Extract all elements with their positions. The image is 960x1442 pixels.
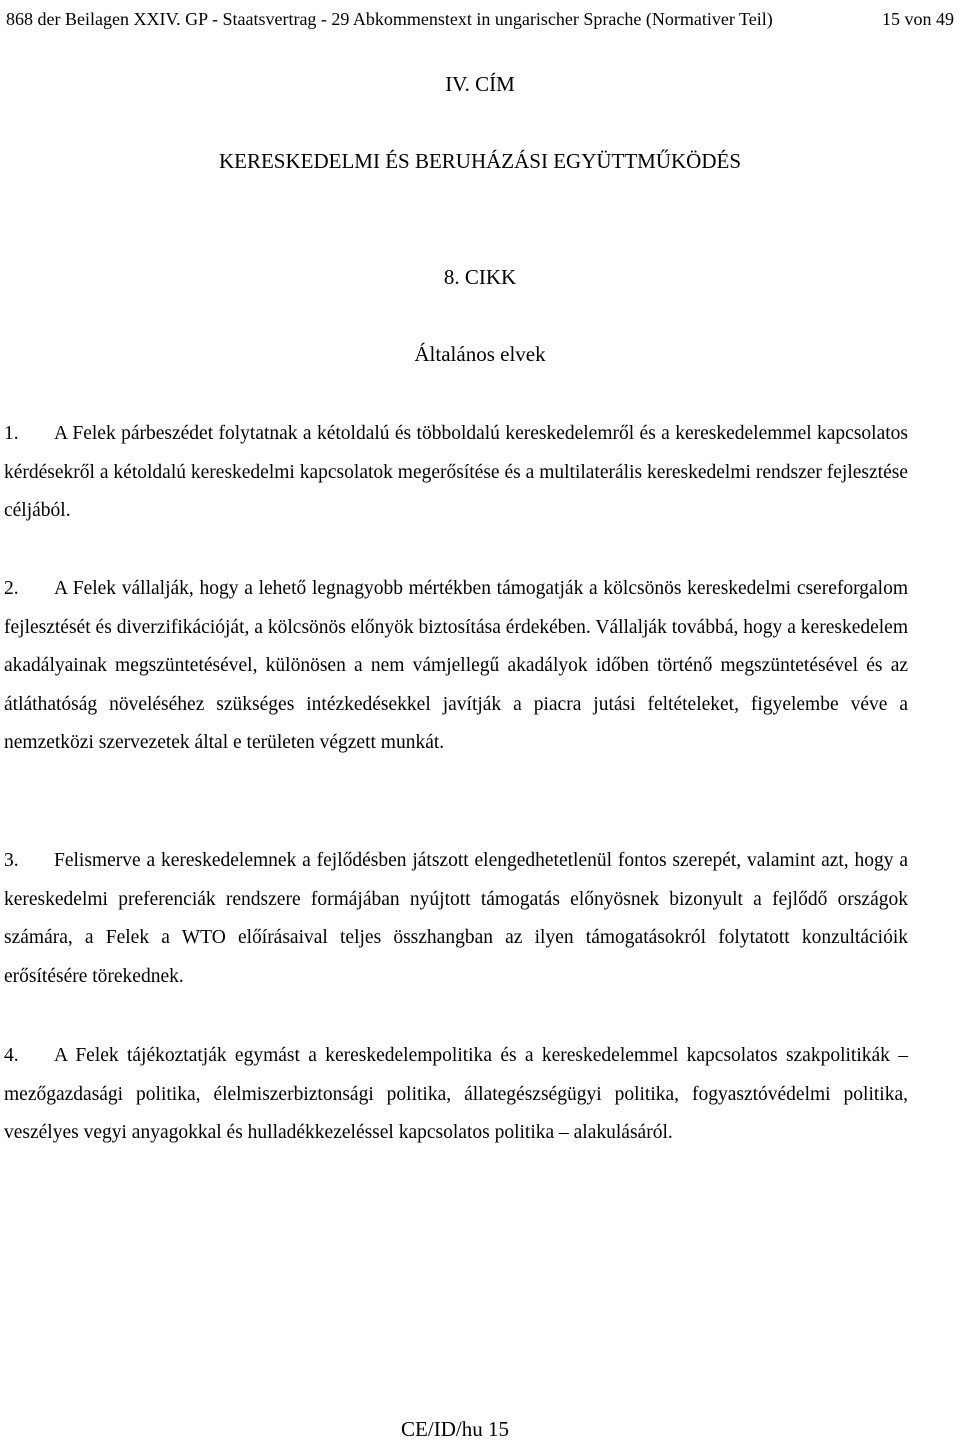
article-title: Általános elvek — [414, 342, 546, 366]
paragraph-text: A Felek párbeszédet folytatnak a kétoldalú és többoldalú kereskedelemről és a kereskedelemmel kapcsolatos kérdésekről a kétoldalú kereskedelmi kapcsolatok megerősítése és a multilaterális kereskedelmi rendszer fejlesztése céljából. — [4, 423, 908, 522]
header-page-count: 15 von 49 — [882, 9, 954, 29]
paragraph-number: 2. — [4, 578, 19, 599]
paragraph-text: A Felek tájékoztatják egymást a kereskedelempolitika és a kereskedelemmel kapcsolatos szakpolitikák – mezőgazdasági politika, élelmiszerbiztonsági politika, állategészségügyi politika, fogyasztóvédelmi politika, veszélyes vegyi anyagokkal és hulladékkezeléssel kapcsolatos politika – alakulásáról. — [4, 1045, 908, 1144]
paragraph-1 — [4, 415, 908, 531]
page-footer: CE/ID/hu 15 — [401, 1417, 509, 1441]
paragraph-3 — [4, 842, 908, 996]
paragraph-4 — [4, 1037, 908, 1153]
paragraph-2 — [4, 570, 908, 763]
paragraph-text: A Felek vállalják, hogy a lehető legnagyobb mértékben támogatják a kölcsönös kereskedelmi csereforgalom fejlesztését és diverzifikációját, a kölcsönös előnyök biztosítása érdekében. Vállalják továbbá, hogy a kereskedelem akadályainak megszüntetésével, különösen a nem vámjellegű akadályok időben történő megszüntetésével és az átláthatóság növeléséhez szükséges intézkedésekkel javítják a piacra jutási feltételeket, figyelembe véve a nemzetközi szervezetek által e területen végzett munkát. — [4, 578, 908, 754]
paragraph-text: Felismerve a kereskedelemnek a fejlődésben játszott elengedhetetlenül fontos szerepét, valamint azt, hogy a kereskedelmi preferenciák rendszere formájában nyújtott támogatás előnyösnek bizonyult a fejlődő országok számára, a Felek a WTO előírásaival teljes összhangban az ilyen támogatásokról folytatott konzultációik erősítésére törekednek. — [4, 850, 908, 987]
part-title: IV. CÍM — [445, 72, 515, 96]
paragraph-number: 1. — [4, 423, 19, 444]
article-number: 8. CIKK — [443, 265, 517, 289]
paragraph-number: 4. — [4, 1045, 19, 1066]
header-document-reference: 868 der Beilagen XXIV. GP - Staatsvertrag - 29 Abkommenstext in ungarischer Sprache (Normativer Teil) — [6, 9, 773, 29]
page-header — [6, 8, 954, 30]
paragraph-number: 3. — [4, 850, 19, 871]
part-heading: KERESKEDELMI ÉS BERUHÁZÁSI EGYÜTTMŰKÖDÉS — [218, 149, 742, 173]
